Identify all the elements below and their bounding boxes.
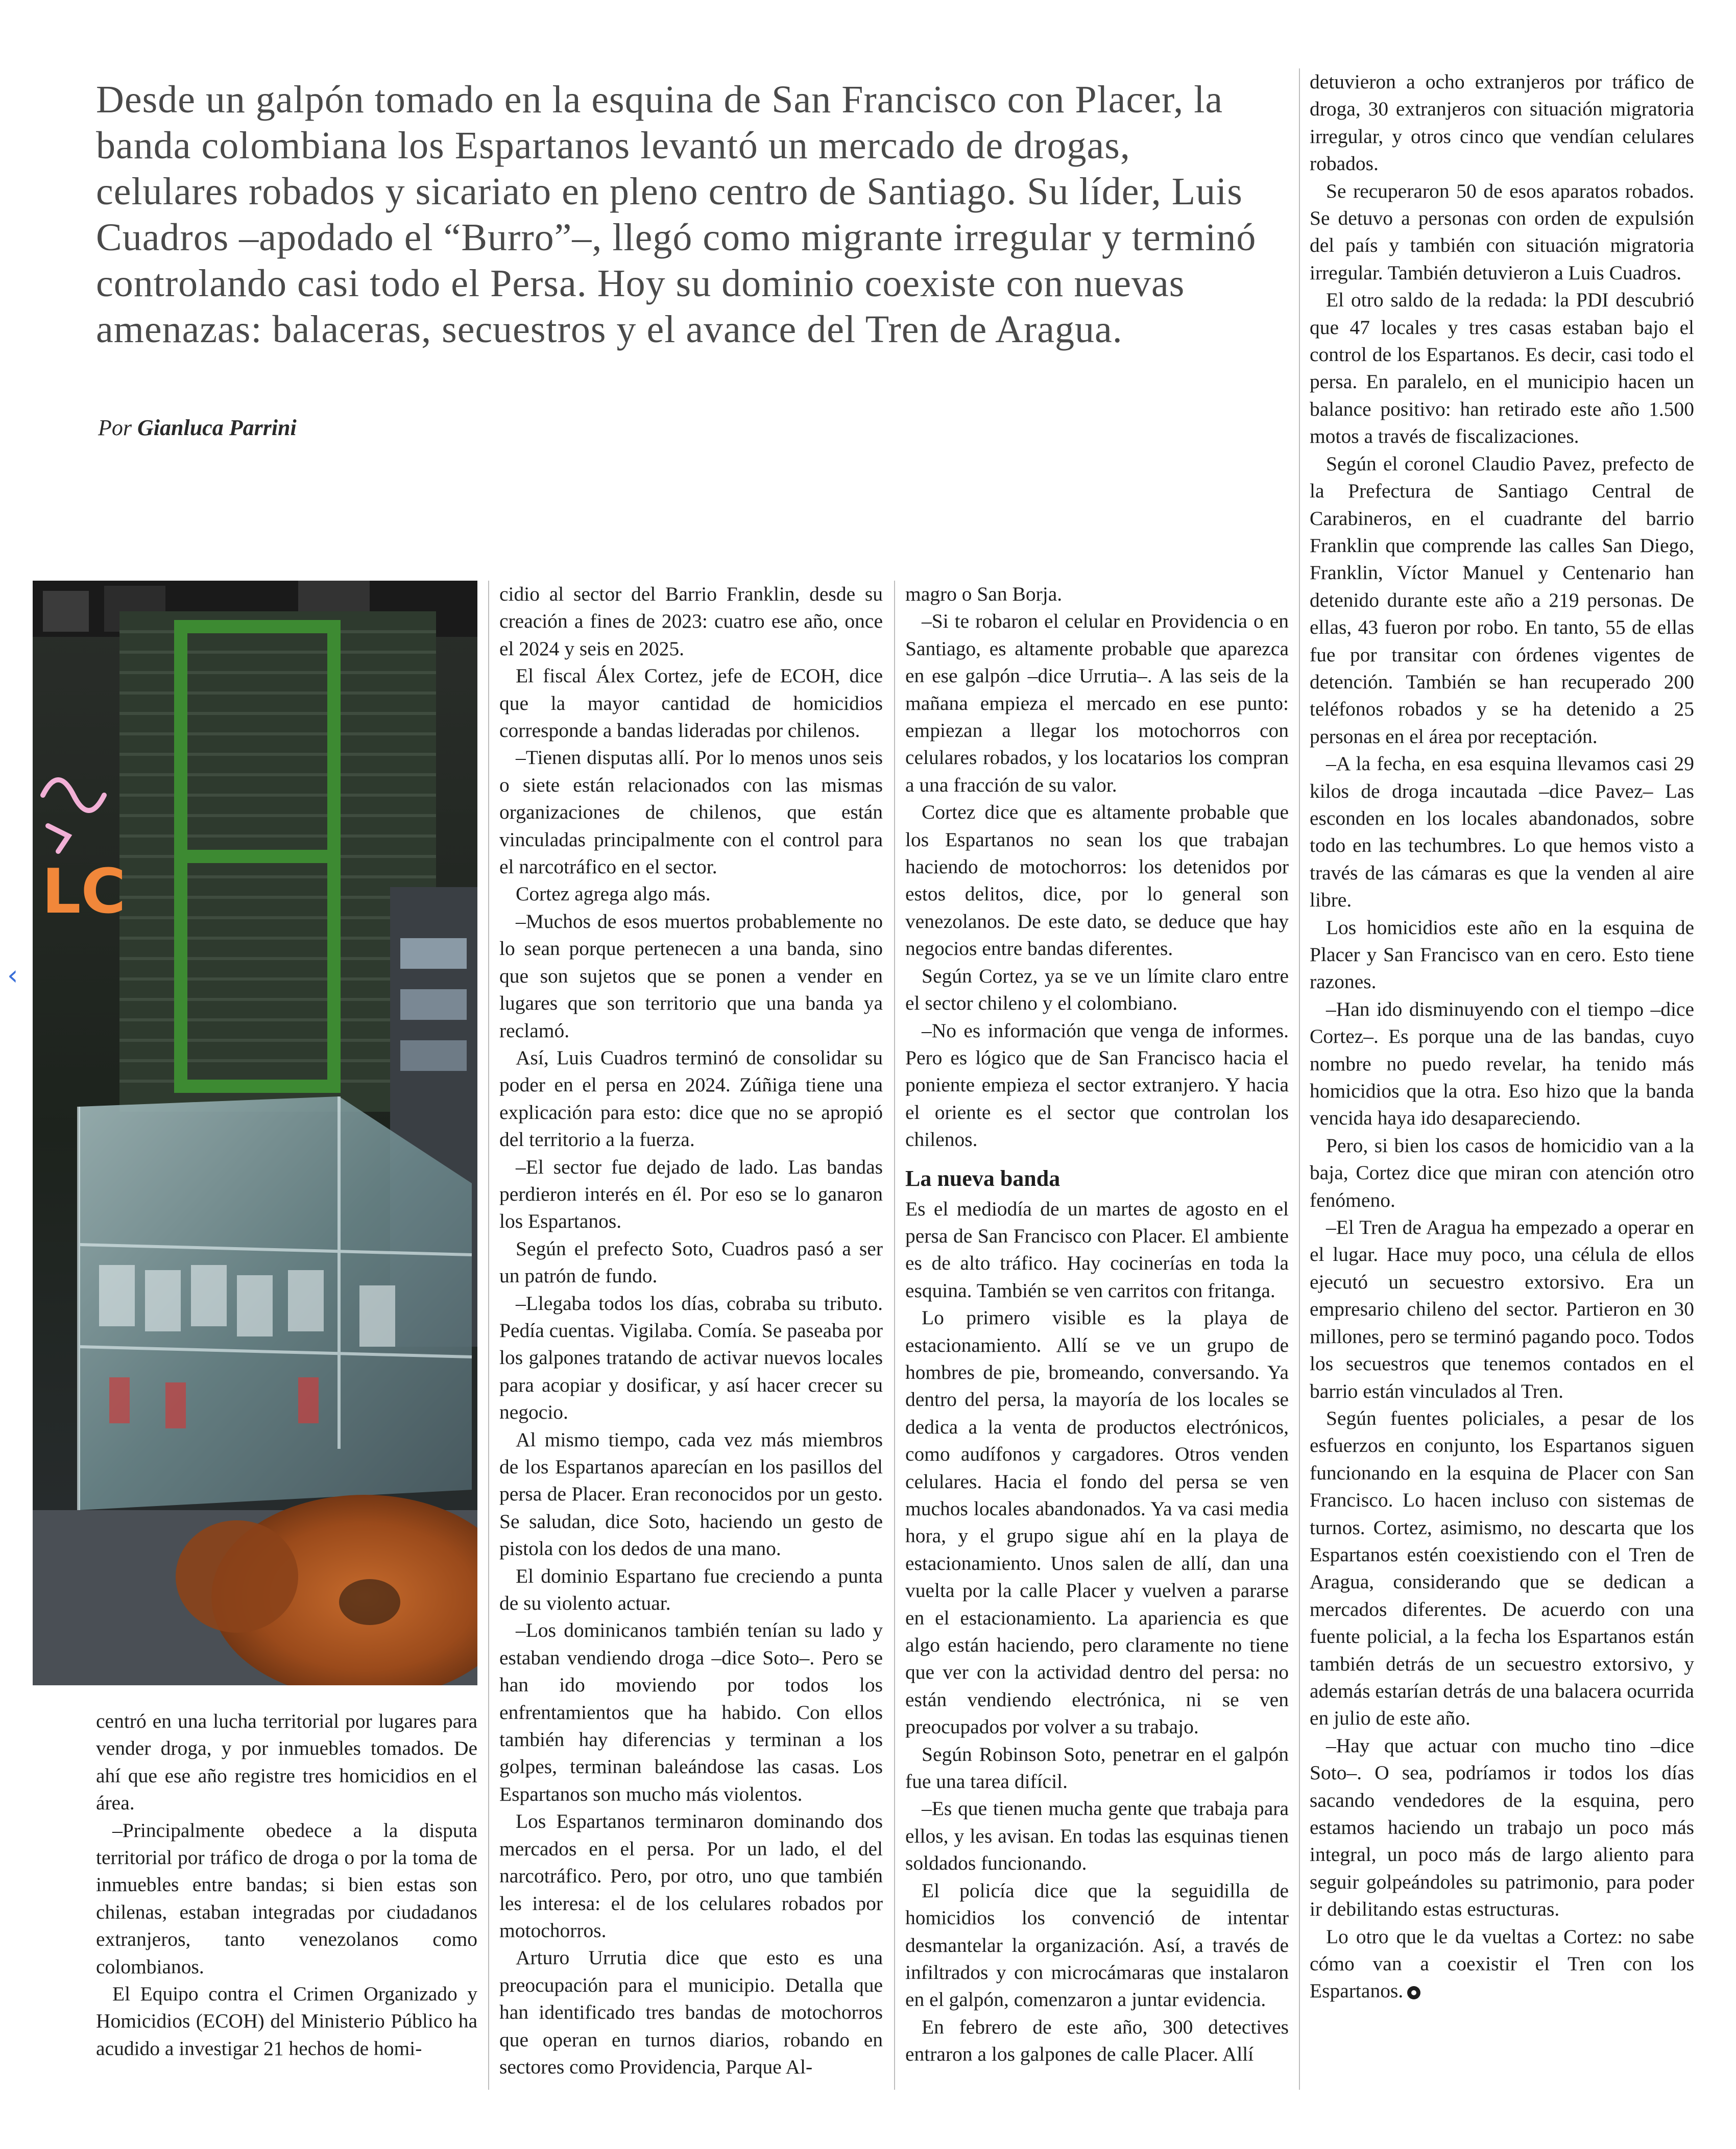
byline-author: Gianluca Parrini	[137, 415, 297, 440]
paragraph: Los homicidios este año en la esquina de Placer y San Francisco van en cero. Esto tiene razones.	[1310, 916, 1694, 993]
article-column-1	[96, 1708, 477, 2062]
paragraph: Arturo Urrutia dice que esto es una preocupación para el municipio. Detalla que han identificado tres bandas de motochorros que operan en turnos diarios, robando en sectores como Providencia, Parque Al-	[499, 1946, 883, 2078]
article-column-2	[499, 581, 883, 2081]
paragraph: Según el coronel Claudio Pavez, prefecto de la Prefectura de Santiago Central de Carabineros, en el cuadrante del barrio Franklin que comprende las calles San Diego, Franklin, Víctor Manuel y Centenario han detenido durante este año a 219 personas. De ellas, 43 fueron por robo. En tanto, 55 de ellas fue por transitar con órdenes vigentes de detención. También se han recuperado 200 teléfonos robados y se ha detenido a 25 personas en el área por receptación.	[1310, 452, 1694, 748]
paragraph: –No es información que venga de informes. Pero es lógico que de San Francisco hacia el poniente empieza el sector extranjero. Y hacia el oriente es el sector que controlan los chilenos.	[905, 1019, 1289, 1151]
paragraph-text: Lo otro que le da vueltas a Cortez: no sabe cómo van a coexistir el Tren con los Espartanos.	[1310, 1925, 1694, 2002]
paragraph	[1310, 1923, 1694, 2005]
neon-sign-text: LC	[42, 856, 126, 927]
column-rule	[894, 581, 895, 2090]
paragraph: –Los dominicanos también tenían su lado y estaban vendiendo droga –dice Soto–. Pero se han ido moviendo por todos los enfrentamientos que ha habido. Con ellos también hay diferencias y terminan a los golpes, terminan baleándose las casas. Los Espartanos son mucho más violentos.	[499, 1619, 883, 1805]
paragraph: –El Tren de Aragua ha empezado a operar en el lugar. Hace muy poco, una célula de ellos ejecutó un secuestro extorsivo. Era un empresario chileno del sector. Partieron en 30 millones, pero se terminó pagando poco. Todos los secuestros que tenemos contados en el barrio están vinculados al Tren.	[1310, 1216, 1694, 1402]
paragraph: –A la fecha, en esa esquina llevamos casi 29 kilos de droga incautada –dice Pavez– Las esconden en los locales abandonados, sobre todo en las techumbres. Lo que hemos visto a través de las cámaras es que la venden al aire libre.	[1310, 752, 1694, 912]
end-of-article-icon	[1407, 1986, 1420, 1999]
article-column-4	[1310, 68, 1694, 2005]
paragraph: Lo primero visible es la playa de estacionamiento. Allí se ve un grupo de hombres de pie, bromeando, conversando. Ya dentro del persa, la mayoría de los locales se dedica a la venta de productos electrónicos, como audífonos y cargadores. Otros venden celulares. Hacia el fondo del persa se ven muchos locales abandonados. Ya va casi media hora, y el grupo sigue ahí en la playa de estacionamiento. Unos salen de allí, dan una vuelta por la calle Placer y vuelven a pararse en el estacionamiento. La apariencia es que algo están haciendo, pero claramente no tiene que ver con la actividad dentro del persa: no están vendiendo electrónica, ni se ven preocupados por volver a su trabajo.	[905, 1306, 1289, 1738]
paragraph: –Han ido disminuyendo con el tiempo –dice Cortez–. Es porque una de las bandas, cuyo nombre no puedo revelar, ha tenido más homicidios que la otra. Eso hizo que la banda vencida haya ido desapareciendo.	[1310, 997, 1694, 1130]
paragraph: El otro saldo de la redada: la PDI descubrió que 47 locales y tres casas estaban bajo el control de los Espartanos. Es decir, casi todo el persa. En paralelo, en el municipio hacen un balance positivo: han retirado este año 1.500 motos a través de fiscalizaciones.	[1310, 289, 1694, 448]
paragraph: cidio al sector del Barrio Franklin, desde su creación a fines de 2023: cuatro ese año, once el 2024 y seis en 2025.	[499, 583, 883, 660]
paragraph: Se recuperaron 50 de esos aparatos robados. Se detuvo a personas con orden de expulsión del país y también con situación migratoria irregular. También detuvieron a Luis Cuadros.	[1310, 179, 1694, 284]
paragraph: –El sector fue dejado de lado. Las bandas perdieron interés en él. Por eso se lo ganaron los Espartanos.	[499, 1155, 883, 1233]
chevron-left-icon[interactable]: ‹	[7, 959, 18, 991]
byline	[98, 415, 297, 441]
paragraph: –Llegaba todos los días, cobraba su tributo. Pedía cuentas. Vigilaba. Comía. Se paseaba por los galpones tratando de activar nuevos locales para acopiar y dosificar, y así hacer crecer su negocio.	[499, 1292, 883, 1424]
paragraph: El dominio Espartano fue creciendo a punta de su violento actuar.	[499, 1564, 883, 1615]
section-heading: La nueva banda	[905, 1165, 1060, 1191]
paragraph: Al mismo tiempo, cada vez más miembros de los Espartanos aparecían en los pasillos del persa de Placer. Eran reconocidos por un gesto. Se saludan, dice Soto, haciendo un gesto de pistola con los dedos de una mano.	[499, 1428, 883, 1560]
paragraph: –Si te robaron el celular en Providencia o en Santiago, es altamente probable que aparezca en ese galpón –dice Urrutia–. A las seis de la mañana empieza el mercado en ese punto: empiezan a llegar los motochorros con celulares robados, y los locatarios los compran a una fracción de su valor.	[905, 610, 1289, 796]
paragraph: Cortez dice que es altamente probable que los Espartanos no sean los que trabajan haciendo de motochorros: los detenidos por estos delitos, dice, por lo general son venezolanos. De este dato, se deduce que hay negocios entre bandas diferentes.	[905, 801, 1289, 960]
paragraph: Según Robinson Soto, penetrar en el galpón fue una tarea difícil.	[905, 1742, 1289, 1793]
article-lede: Desde un galpón tomado en la esquina de San Francisco con Placer, la banda colombiana los Espartanos levantó un mercado de drogas, celulares robados y sicariato en pleno centro de Santiago. Su líder, Luis Cuadros –apodado el “Burro”–, llegó como migrante irregular y terminó controlando casi todo el Persa. Hoy su dominio coexiste con nuevas amenazas: balaceras, secuestros y el avance del Tren de Aragua.	[96, 78, 1257, 351]
article-column-3	[905, 581, 1289, 2068]
byline-prefix: Por	[98, 415, 132, 440]
paragraph: magro o San Borja.	[905, 583, 1063, 605]
paragraph: detuvieron a ocho extranjeros por tráfico de droga, 30 extranjeros con situación migratoria irregular, y otros cinco que vendían celulares robados.	[1310, 70, 1694, 175]
paragraph: El fiscal Álex Cortez, jefe de ECOH, dice que la mayor cantidad de homicidios corresponde a bandas lideradas por chilenos.	[499, 664, 883, 742]
column-rule	[1299, 68, 1300, 2090]
paragraph: Es el mediodía de un martes de agosto en el persa de San Francisco con Placer. El ambiente es de alto tráfico. Hay cocinerías en toda la esquina. También se ven carritos con fritanga.	[905, 1197, 1289, 1302]
paragraph: –Muchos de esos muertos probablemente no lo sean porque pertenecen a una banda, sino que son sujetos que se ponen a vender en lugares que son territorio que una banda ya reclamó.	[499, 910, 883, 1042]
paragraph: El Equipo contra el Crimen Organizado y Homicidios (ECOH) del Ministerio Público ha acudido a investigar 21 hechos de homi-	[96, 1983, 477, 2060]
paragraph: Cortez agrega algo más.	[516, 882, 711, 905]
paragraph: Pero, si bien los casos de homicidio van a la baja, Cortez dice que miran con atención otro fenómeno.	[1310, 1134, 1694, 1211]
paragraph: Según fuentes policiales, a pesar de los esfuerzos en conjunto, los Espartanos siguen funcionando en la esquina de Placer con San Francisco. Lo hacen incluso con sistemas de turnos. Cortez, asimismo, no descarta que los Espartanos estén coexistiendo con el Tren de Aragua, considerando que se dedican a mercados diferentes. De acuerdo con una fuente policial, a la fecha los Espartanos están también detrás de un secuestro extorsivo, y además estarían detrás de una balacera ocurrida en julio de este año.	[1310, 1406, 1694, 1730]
paragraph: Los Espartanos terminaron dominando dos mercados en el persa. Por un lado, el del narcotráfico. Pero, por otro, uno que también les interesa: el de los celulares robados por motochorros.	[499, 1810, 883, 1942]
paragraph: –Tienen disputas allí. Por lo menos unos seis o siete están relacionados con las mismas organizaciones de chilenos, que están vinculadas principalmente con el control para el narcotráfico en el sector.	[499, 746, 883, 878]
paragraph: Así, Luis Cuadros terminó de consolidar su poder en el persa en 2024. Zúñiga tiene una explicación para esto: dice que no se apropió del territorio a la fuerza.	[499, 1046, 883, 1151]
paragraph: –Principalmente obedece a la disputa territorial por tráfico de droga o por la toma de inmuebles entre bandas; si bien estas son chilenas, estaban integradas por ciudadanos extranjeros, tanto venezolanos como colombianos.	[96, 1819, 477, 1978]
paragraph: En febrero de este año, 300 detectives entraron a los galpones de calle Placer. Allí	[905, 2015, 1289, 2066]
paragraph: El policía dice que la seguidilla de homicidios los convenció de intentar desmantelar la organización. Así, a través de infiltrados y con microcámaras que instalaron en el galpón, comenzaron a juntar evidencia.	[905, 1879, 1289, 2011]
storefront-photo	[33, 581, 477, 1685]
paragraph: –Es que tienen mucha gente que trabaja para ellos, y les avisan. En todas las esquinas tienen soldados funcionando.	[905, 1797, 1289, 1875]
paragraph: –Hay que actuar con mucho tino –dice Soto–. O sea, podríamos ir todos los días sacando vendedores de la esquina, pero estamos haciendo un trabajo un poco más integral, un poco más de largo aliento para seguir golpeándoles su patrimonio, para poder ir debilitando estas estructuras.	[1310, 1734, 1694, 1921]
paragraph: Según Cortez, ya se ve un límite claro entre el sector chileno y el colombiano.	[905, 964, 1289, 1015]
paragraph: Según el prefecto Soto, Cuadros pasó a ser un patrón de fundo.	[499, 1237, 883, 1287]
column-rule	[488, 581, 489, 2090]
paragraph: centró en una lucha territorial por lugares para vender droga, y por inmuebles tomados. De ahí que ese año registre tres homicidios en el área.	[96, 1710, 477, 1814]
